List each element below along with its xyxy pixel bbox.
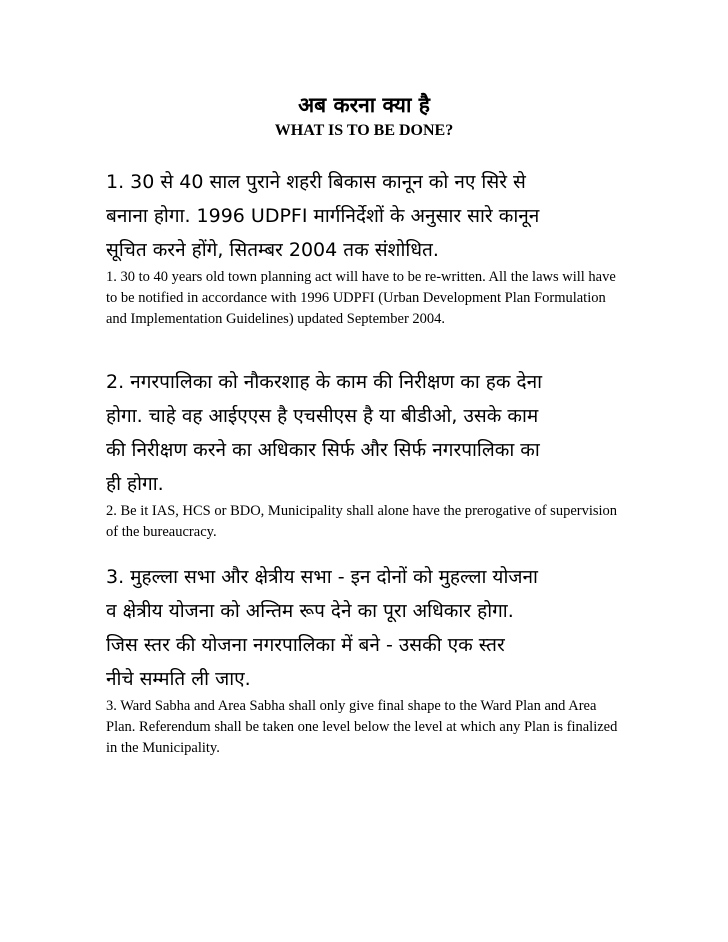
- point-3-hindi-line: जिस स्तर की योजना नगरपालिका में बने - उसकी एक स्तर: [106, 634, 505, 656]
- point-1-english: 1. 30 to 40 years old town planning act will have to be re-written. All the laws will have to be notified in accordance with 1996 UDPFI (Urban Development Plan Formulation and Implementation Guidelines) updated September 2004.: [106, 269, 616, 327]
- point-3-hindi-line: 3. मुहल्ला सभा और क्षेत्रीय सभा - इन दोनों को मुहल्ला योजना: [106, 566, 538, 588]
- point-3-english: 3. Ward Sabha and Area Sabha shall only give final shape to the Ward Plan and Area Plan. Referendum shall be taken one level below the level at which any Plan is finalized in the Municipality.: [106, 698, 618, 756]
- point-2: [106, 365, 626, 543]
- point-1-hindi-line: सूचित करने होंगे, सितम्बर 2004 तक संशोधित.: [106, 239, 439, 261]
- point-3-hindi-line: नीचे सम्मति ली जाए.: [106, 668, 251, 690]
- title-english: WHAT IS TO BE DONE?: [274, 122, 454, 139]
- point-2-hindi-line: होगा. चाहे वह आईएएस है एचसीएस है या बीडीओ, उसके काम: [106, 405, 539, 427]
- point-2-hindi-line: 2. नगरपालिका को नौकरशाह के काम की निरीक्षण का हक देना: [106, 371, 543, 393]
- point-1-hindi-line: बनाना होगा. 1996 UDPFI मार्गनिर्देशों के अनुसार सारे कानून: [106, 205, 540, 227]
- point-2-english: 2. Be it IAS, HCS or BDO, Municipality shall alone have the prerogative of supervision of the bureaucracy.: [106, 503, 618, 540]
- point-3-hindi-line: व क्षेत्रीय योजना को अन्तिम रूप देने का पूरा अधिकार होगा.: [106, 600, 514, 622]
- point-1-hindi-line: 1. 30 से 40 साल पुराने शहरी बिकास कानून को नए सिरे से: [106, 171, 526, 193]
- point-2-hindi-line: की निरीक्षण करने का अधिकार सिर्फ और सिर्फ नगरपालिका का: [106, 439, 540, 461]
- title-hindi: अब करना क्या है: [298, 93, 430, 117]
- point-3: [106, 560, 626, 759]
- point-1: [106, 165, 626, 330]
- point-2-hindi-line: ही होगा.: [106, 473, 164, 495]
